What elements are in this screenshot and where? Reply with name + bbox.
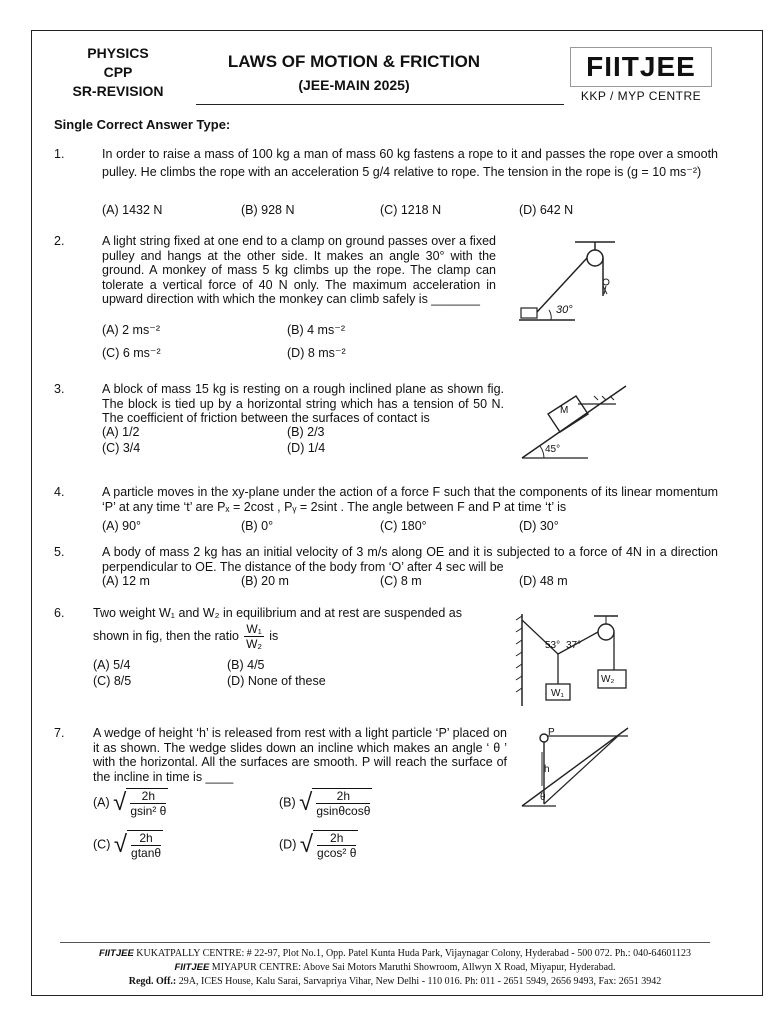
- question-1-text: In order to raise a mass of 100 kg a man of mass 60 kg fastens a rope to it and passes the rope over a smooth pulley. He climbs the rope with an acceleration 5 g/4 relative to rope. The tension in the rope is: [102, 147, 718, 179]
- option-d[interactable]: (D) None of these: [227, 674, 326, 688]
- miyapur-address: MIYAPUR CENTRE: Above Sai Motors Maruthi Showroom, Allwyn X Road, Miyapur, Hyderabad.: [211, 962, 616, 973]
- sqrt-expression: [114, 830, 163, 860]
- option-b[interactable]: (B) 0°: [241, 519, 274, 533]
- sqrt-expression: [299, 788, 372, 818]
- question-6-suffix: is: [269, 628, 279, 643]
- option-c[interactable]: (C) 8 m: [380, 574, 422, 588]
- question-2-text: A light string fixed at one end to a clamp on ground passes over a fixed pulley and hangs at the other side. It makes an angle 30° with the ground. A monkey of mass 5 kg climbs up the rope. The clamp can tolerate a vertical force of 40 N only. The maximum acceleration in upward direction with which the monkey can climb safely is _______: [102, 234, 496, 306]
- option-d[interactable]: (D) 48 m: [519, 574, 568, 588]
- option-b[interactable]: (B) 20 m: [241, 574, 289, 588]
- question-1-given: (g = 10 ms⁻²): [626, 164, 702, 179]
- footer-divider: [60, 942, 710, 943]
- option-fraction: [316, 789, 370, 818]
- question-6-text-b: [93, 622, 278, 651]
- option-c[interactable]: (C) 1218 N: [380, 203, 442, 217]
- weight-label-1: W₁: [551, 688, 564, 699]
- option-a[interactable]: (A) 1432 N: [102, 203, 163, 217]
- denominator: gsin² θ: [130, 804, 167, 818]
- question-number: 5.: [54, 545, 65, 559]
- centre-label: KKP / MYP CENTRE: [580, 89, 702, 103]
- denominator: gtanθ: [131, 846, 162, 860]
- page-title: LAWS OF MOTION & FRICTION: [227, 52, 481, 71]
- question-number: 3.: [54, 382, 65, 396]
- denominator: gcos² θ: [317, 846, 357, 860]
- angle-label: θ: [540, 792, 546, 803]
- option-b-label: (B): [279, 795, 296, 810]
- radical-icon: √: [299, 789, 313, 816]
- wedge-figure: [516, 726, 634, 810]
- option-fraction: [130, 789, 166, 818]
- footer-logo: FIITJEE: [174, 962, 210, 973]
- type-label: CPP: [103, 64, 133, 80]
- angle-label: 30°: [556, 304, 573, 316]
- option-a[interactable]: (A) 90°: [102, 519, 142, 533]
- option-d[interactable]: (D) 642 N: [519, 203, 574, 217]
- sqrt-expression: [300, 830, 359, 860]
- option-c[interactable]: (C) 180°: [380, 519, 427, 533]
- option-c-label: (C): [93, 837, 111, 852]
- option-c[interactable]: (C) 6 ms⁻²: [102, 346, 161, 360]
- question-6-text-a: Two weight W₁ and W₂ in equilibrium and at rest are suspended as: [93, 606, 462, 620]
- numerator: 2h: [130, 789, 166, 804]
- numerator: 2h: [316, 789, 370, 804]
- radical-icon: √: [113, 831, 128, 858]
- particle-label: P: [548, 727, 555, 738]
- kukatpally-address: KUKATPALLY CENTRE: # 22-97, Plot No.1, Opp. Patel Kunta Huda Park, Vijaynagar Colony, Hyderabad - 500 072. Ph.: 040-64601123: [136, 948, 692, 959]
- ratio-fraction: [244, 622, 263, 651]
- sqrt-expression: [113, 788, 168, 818]
- question-number: 1.: [54, 147, 65, 161]
- block-label: M: [560, 405, 569, 416]
- footer-line-2: [40, 962, 750, 973]
- question-3-text: A block of mass 15 kg is resting on a rough inclined plane as shown fig. The block is tied up by a horizontal string which has a tension of 50 N. The coefficient of friction between the surfaces of contact is: [102, 382, 504, 425]
- option-d[interactable]: [279, 830, 358, 860]
- numerator: 2h: [131, 831, 161, 846]
- option-d[interactable]: (D) 8 ms⁻²: [287, 346, 346, 360]
- header-divider: [196, 104, 564, 105]
- regd-office-address: 29A, ICES House, Kalu Sarai, Sarvapriya Vihar, New Delhi - 110 016. Ph: 011 - 2651 5949, 2656 9493, Fax: 2651 3942: [178, 976, 662, 987]
- angle-label-53: 53°: [545, 640, 561, 651]
- option-d-label: (D): [279, 837, 297, 852]
- option-a[interactable]: (A) 12 m: [102, 574, 150, 588]
- height-label: h: [544, 764, 550, 775]
- option-a[interactable]: [93, 788, 168, 818]
- radical-icon: √: [299, 831, 314, 858]
- ratio-numerator: W₁: [246, 622, 262, 636]
- option-d[interactable]: (D) 1/4: [287, 441, 326, 455]
- option-c[interactable]: [93, 830, 163, 860]
- option-a-label: (A): [93, 795, 110, 810]
- question-5-text: A body of mass 2 kg has an initial velocity of 3 m/s along OE and it is subjected to a force of 4N in a direction perpendicular to OE. The distance of the body from ‘O’ after 4 sec will be: [102, 545, 718, 574]
- question-number: 7.: [54, 726, 65, 740]
- radical-icon: √: [113, 789, 127, 816]
- revision-label: SR-REVISION: [72, 83, 164, 99]
- section-title: Single Correct Answer Type:: [54, 117, 231, 132]
- fiitjee-logo: [570, 47, 712, 87]
- footer-line-3: [40, 976, 750, 987]
- option-fraction: [131, 831, 161, 860]
- option-c[interactable]: (C) 8/5: [93, 674, 132, 688]
- option-fraction: [317, 831, 356, 860]
- denominator: gsinθcosθ: [316, 804, 371, 818]
- ratio-denominator: W₂: [246, 637, 263, 651]
- option-c[interactable]: (C) 3/4: [102, 441, 141, 455]
- option-b[interactable]: (B) 2/3: [287, 425, 325, 439]
- option-a[interactable]: (A) 1/2: [102, 425, 140, 439]
- option-b[interactable]: (B) 4 ms⁻²: [287, 323, 345, 337]
- angle-label: 45°: [545, 444, 561, 455]
- footer-logo: FIITJEE: [98, 948, 134, 959]
- two-weights-figure: [514, 610, 632, 710]
- question-text: [102, 147, 718, 179]
- weight-label-2: W₂: [601, 674, 615, 685]
- question-4-text: A particle moves in the xy-plane under the action of a force F such that the components of its linear momentum ‘P’ at any time ‘t’ are Pₓ = 2cost , Pᵧ = 2sint . The angle between F and P at time ‘t’ is: [102, 485, 718, 514]
- question-7-text: A wedge of height ‘h’ is released from rest with a light particle ‘P’ placed on it as shown. The wedge slides down an incline which makes an angle ‘ θ ’ with the horizontal. All the surfaces are smooth. P will reach the surface of the incline in time is ____: [93, 726, 507, 784]
- header-title-block: [196, 52, 512, 93]
- angle-label-37: 37°: [566, 640, 582, 651]
- header-left-block: [52, 44, 184, 101]
- inclined-plane-figure: [518, 384, 630, 464]
- question-number: 4.: [54, 485, 65, 499]
- option-a[interactable]: (A) 2 ms⁻²: [102, 323, 160, 337]
- subject-label: PHYSICS: [87, 45, 149, 61]
- option-d[interactable]: (D) 30°: [519, 519, 559, 533]
- option-a[interactable]: (A) 5/4: [93, 658, 131, 672]
- regd-office-label: Regd. Off.:: [128, 976, 177, 987]
- logo-text: FIITJEE: [586, 51, 696, 82]
- option-b[interactable]: [279, 788, 372, 818]
- exam-label: (JEE-MAIN 2025): [298, 77, 410, 93]
- question-number: 6.: [54, 606, 65, 620]
- question-6-prefix: shown in fig, then the ratio: [93, 628, 239, 643]
- footer-line-1: [40, 948, 750, 959]
- numerator: 2h: [317, 831, 356, 846]
- option-b[interactable]: (B) 4/5: [227, 658, 265, 672]
- question-number: 2.: [54, 234, 65, 248]
- option-b[interactable]: (B) 928 N: [241, 203, 295, 217]
